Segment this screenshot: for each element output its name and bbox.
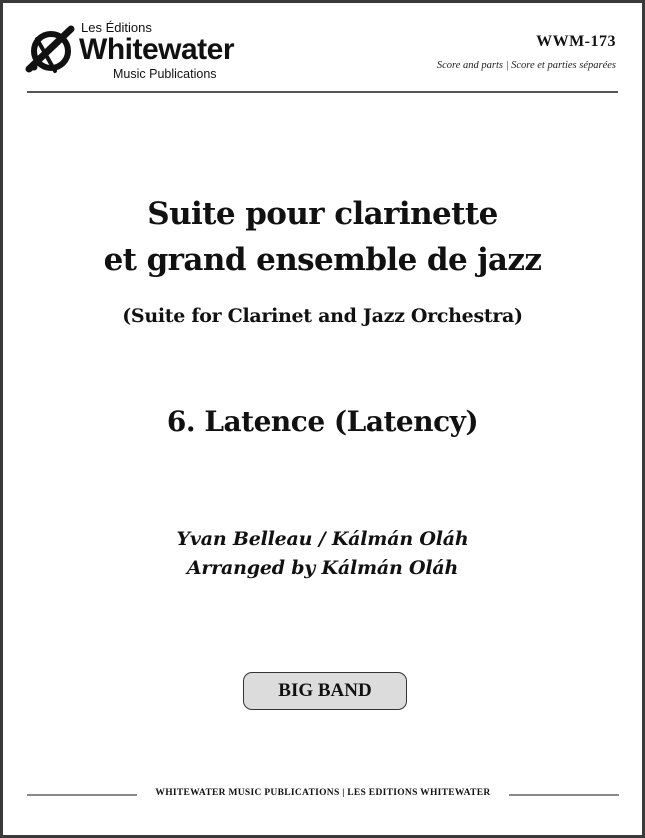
catalog-code: WWM-173: [536, 33, 616, 50]
ensemble-badge: BIG BAND: [243, 672, 407, 710]
catalog-description: Score and parts | Score et parties séparées: [436, 60, 616, 71]
footer-divider-right: [509, 794, 619, 796]
work-title: [3, 191, 642, 283]
header-divider: [27, 91, 618, 93]
clarinet-cross-logo-icon: [25, 25, 77, 77]
logo-small-text: Les Éditions: [81, 20, 152, 35]
work-title-line-1: Suite pour clarinette: [147, 196, 498, 232]
logo-subtitle: Music Publications: [113, 67, 217, 81]
work-subtitle: (Suite for Clarinet and Jazz Orchestra): [122, 305, 523, 327]
movement-title: 6. Latence (Latency): [166, 405, 479, 438]
work-title-line-2: et grand ensemble de jazz: [103, 242, 542, 278]
footer-text: WHITEWATER MUSIC PUBLICATIONS | LES EDITIONS WHITEWATER: [155, 788, 491, 798]
composers-credit: Yvan Belleau / Kálmán Oláh: [176, 528, 469, 550]
publisher-logo: [25, 17, 245, 87]
footer-divider-left: [27, 794, 137, 796]
arranger-credit: Arranged by Kálmán Oláh: [186, 557, 459, 579]
logo-brand-name: Whitewater: [79, 33, 235, 66]
credits-block: [3, 525, 642, 583]
